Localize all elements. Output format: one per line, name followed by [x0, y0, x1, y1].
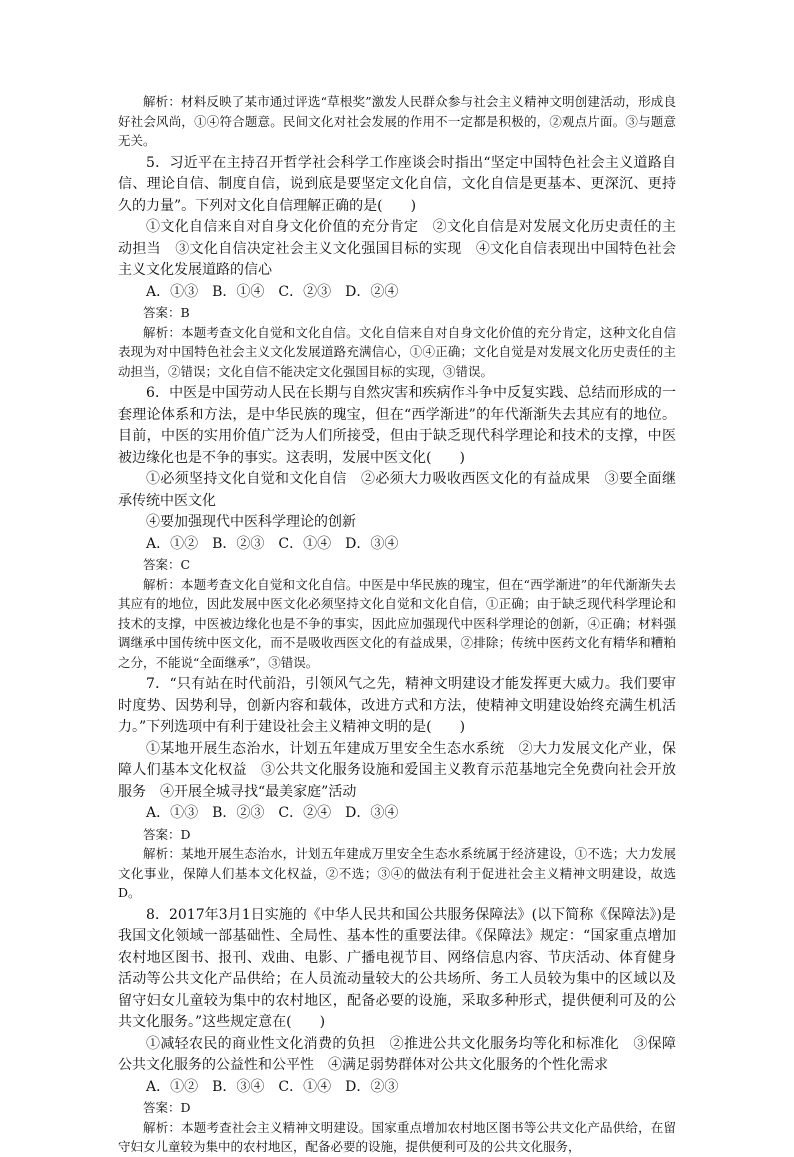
analysis-5: 解析：本题考查文化自觉和文化自信。文化自信来自对自身文化价值的充分肯定，这种文化自信表现为对中国特色社会主义文化发展道路充满信心，①④正确；文化自觉是对发展文化历史责任的主动担当，②错误；文化自信不能决定文化强国目标的实现，③错误。 [118, 324, 676, 379]
question-5-stem: 5．习近平在主持召开哲学社会科学工作座谈会时指出“坚定中国特色社会主义道路自信、理论自信、制度自信，说到底是要坚定文化自信，文化自信是更基本、更深沉、更持久的力量”。下列对文化自信理解正确的是( ) [118, 154, 676, 214]
analysis-8: 解析：本题考查社会主义精神文明建设。国家重点增加农村地区图书等公共文化产品供给，在留守妇女儿童较为集中的农村地区，配备必要的设施，提供便利可及的公共文化服务， [118, 1119, 676, 1154]
question-6-options: A．①② B．②③ C．①④ D．③④ [146, 535, 399, 552]
question-6-statement-4: ④要加强现代中医科学理论的创新 [146, 514, 356, 530]
question-5-options: A．①③ B．①④ C．②③ D．②④ [146, 283, 399, 300]
question-8-statements: ①减轻农民的商业性文化消费的负担 ②推进公共文化服务均等化和标准化 ③保障公共文化服务的公益性和公平性 ④满足弱势群体对公共文化服务的个性化需求 [118, 1035, 676, 1073]
document-page [118, 92, 676, 1157]
question-6-stem: 6．中医是中国劳动人民在长期与自然灾害和疾病作斗争中反复实践、总结而形成的一套理论体系和方法，是中华民族的瑰宝，但在“西学渐进”的年代渐渐失去其应有的地位。目前，中医的实用价值广泛为人们所接受，但由于缺乏现代科学理论和技术的支撑，中医被边缘化也是不争的事实。这表明，发展中医文化( ) [118, 385, 676, 466]
question-7-statements: ①某地开展生态治水，计划五年建成万里安全生态水系统 ②大力发展文化产业，保障人们基本文化权益 ③公共文化服务设施和爱国主义教育示范基地完全免费向社会开放服务 ④开展全城寻找“最美家庭”活动 [118, 740, 676, 800]
analysis-6: 解析：本题考查文化自觉和文化自信。中医是中华民族的瑰宝，但在“西学渐进”的年代渐渐失去其应有的地位，因此发展中医文化必须坚持文化自觉和文化自信，①正确；由于缺乏现代科学理论和技术的支撑，中医被边缘化也是不争的事实，因此应加强现代中医科学理论的创新，④正确；材料强调继承中国传统中医文化，而不是吸收西医文化的有益成果，②排除；传统中医药文化有精华和糟粕之分，不能说“全面继承”，③错误。 [118, 576, 676, 670]
answer-5: 答案：B [143, 305, 190, 320]
question-8-options: A．①② B．③④ C．①④ D．②③ [146, 1078, 399, 1095]
question-7-options: A．①③ B．②③ C．②④ D．③④ [146, 805, 399, 821]
answer-7: 答案：D [143, 826, 191, 842]
question-5-statements: ①文化自信来自对自身文化价值的充分肯定 ②文化自信是对发展文化历史责任的主动担当 ③文化自信决定社会主义文化强国目标的实现 ④文化自信表现出中国特色社会主义文化发展道路的信心 [118, 219, 676, 278]
answer-8: 答案：D [143, 1100, 191, 1115]
answer-6: 答案：C [143, 557, 191, 572]
analysis-q4: 解析：材料反映了某市通过评选“草根奖”激发人民群众参与社会主义精神文明创建活动，形成良好社会风尚，①④符合题意。民间文化对社会发展的作用不一定都是积极的，②观点片面。③与题意无关。 [118, 94, 676, 148]
analysis-7: 解析：某地开展生态治水，计划五年建成万里安全生态水系统属于经济建设，①不选；大力发展文化事业，保障人们基本文化权益，②不选；③④的做法有利于促进社会主义精神文明建设，故选D。 [118, 846, 676, 900]
question-8-stem: 8．2017年3月1日实施的《中华人民共和国公共服务保障法》(以下简称《保障法》)是我国文化领域一部基础性、全局性、基本性的重要法律。《保障法》规定：“国家重点增加农村地区图书、报刊、戏曲、电影、广播电视节目、网络信息内容、节庆活动、体育健身活动等公共文化产品供给；在人员流动量较大的公共场所、务工人员较为集中的区域以及留守妇女儿童较为集中的农村地区，配备必要的设施，采取多种形式，提供便利可及的公共文化服务。”这些规定意在( ) [118, 906, 676, 1030]
question-7-stem: 7．“只有站在时代前沿，引领风气之先，精神文明建设才能发挥更大威力。我们要审时度势、因势利导，创新内容和载体，改进方式和方法，使精神文明建设始终充满生机活力。”下列选项中有利于建设社会主义精神文明的是( ) [118, 676, 676, 735]
question-6-statements: ①必须坚持文化自觉和文化自信 ②必须大力吸收西医文化的有益成果 ③要全面继承传统中医文化 [118, 471, 676, 509]
